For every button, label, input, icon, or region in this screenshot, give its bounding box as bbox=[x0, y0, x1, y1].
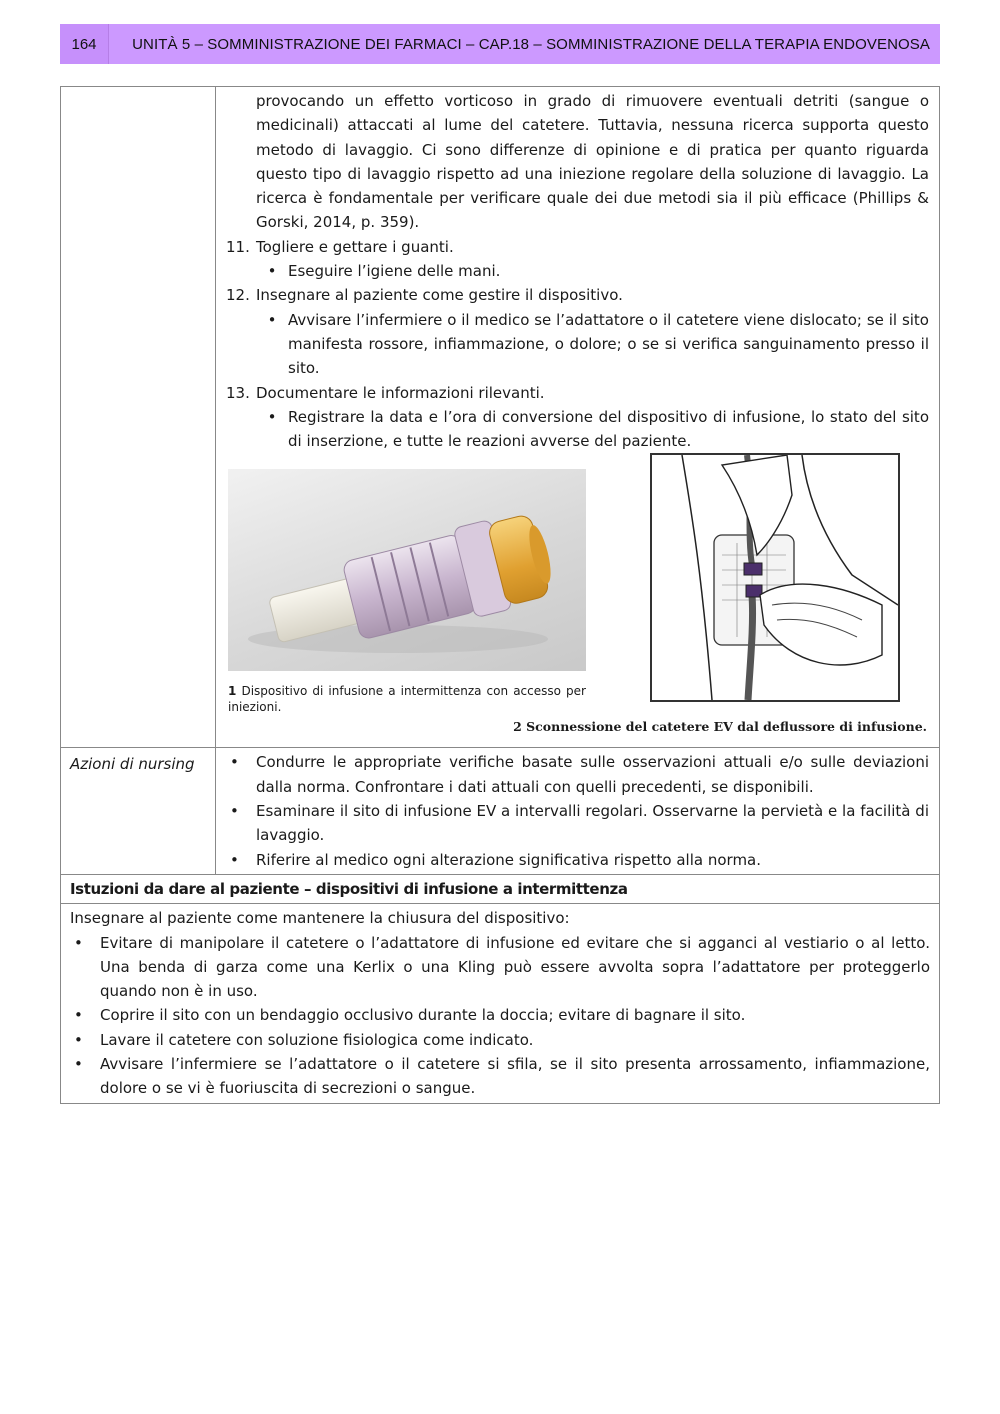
step-text: Documentare le informazioni rilevanti. bbox=[256, 383, 545, 402]
instruction-bullet: • Avvisare l’infermiere se l’adattatore o il catetere si sfila, se il sito presenta arrossamento, infiammazione, dolore o se vi è fuoriuscita di secrezioni o sangue. bbox=[70, 1052, 930, 1101]
bullet-icon: • bbox=[230, 850, 239, 869]
bullet-icon: • bbox=[74, 1055, 83, 1074]
bullet-icon: • bbox=[267, 310, 277, 329]
chapter-title: UNITÀ 5 – SOMMINISTRAZIONE DEI FARMACI – CAP.18 – SOMMINISTRAZIONE DELLA TERAPIA ENDOVENOSA bbox=[132, 35, 930, 53]
step-11 bbox=[226, 235, 929, 259]
instruction-bullet: • Coprire il sito con un bendaggio occlusivo durante la doccia; evitare di bagnare il sito. bbox=[70, 1003, 930, 1027]
intermittent-infusion-device-photo bbox=[228, 469, 586, 671]
continuation-text: provocando un effetto vorticoso in grado di rimuovere eventuali detriti (sangue o medicinali) attaccati al lume del catetere. Tuttavia, nessuna ricerca supporta questo metodo di lavaggio. Ci sono differenze di opinione e di pratica per quanto riguarda questo tipo di lavaggio rispetto ad una iniezione regolare della soluzione di lavaggio. La ricerca è fondamentale per verificare quale dei due metodi sia il più efficace (Phillips & Gorski, 2014, p. 359). bbox=[256, 92, 929, 232]
figure-2-caption: 2 Sconnessione del catetere EV dal deflussore di infusione. bbox=[513, 719, 927, 735]
bullet-icon: • bbox=[230, 753, 239, 772]
instructions-row bbox=[61, 904, 939, 1102]
instructions-content bbox=[61, 904, 939, 1102]
instruction-bullet: • Lavare il catetere con soluzione fisiologica come indicato. bbox=[70, 1028, 930, 1052]
procedure-table bbox=[60, 86, 940, 1104]
step-12-bullet: • Avvisare l’infermiere o il medico se l’adattatore o il catetere viene dislocato; se il sito manifesta rossore, infiammazione, o dolore; o se si verifica sanguinamento presso il sito. bbox=[226, 308, 929, 381]
step-number: 13. bbox=[226, 383, 250, 402]
procedure-row bbox=[61, 87, 939, 748]
procedure-label-cell bbox=[61, 87, 216, 747]
instructions-heading: Istuzioni da dare al paziente – dispositivi di infusione a intermittenza bbox=[70, 879, 628, 898]
nursing-bullet: • Condurre le appropriate verifiche basate sulle osservazioni attuali e/o sulle deviazioni dalla norma. Confrontare i dati attuali con quelli precedenti, se disponibili. bbox=[226, 750, 929, 799]
figure-1-caption: 1 Dispositivo di infusione a intermittenza con accesso per iniezioni. bbox=[228, 684, 586, 715]
bullet-icon: • bbox=[74, 1030, 83, 1049]
instructions-heading-row bbox=[61, 875, 939, 904]
bullet-icon: • bbox=[230, 802, 239, 821]
step-number: 12. bbox=[226, 286, 250, 305]
catheter-disconnection-drawing bbox=[650, 453, 900, 702]
infusion-device-illustration bbox=[228, 469, 586, 671]
nursing-bullet: • Riferire al medico ogni alterazione significativa rispetto alla norma. bbox=[226, 848, 929, 872]
instructions-intro: Insegnare al paziente come mantenere la chiusura del dispositivo: bbox=[70, 909, 570, 928]
step-text: Togliere e gettare i guanti. bbox=[256, 237, 454, 256]
nursing-row bbox=[61, 748, 939, 874]
bullet-icon: • bbox=[74, 1006, 83, 1025]
hands-catheter-illustration bbox=[652, 455, 898, 700]
nursing-content bbox=[216, 748, 939, 873]
bullet-icon: • bbox=[74, 933, 83, 952]
step-text: Insegnare al paziente come gestire il dispositivo. bbox=[256, 286, 623, 305]
procedure-content-cell bbox=[216, 87, 939, 747]
instruction-bullet: • Evitare di manipolare il catetere o l’adattatore di infusione ed evitare che si agganci al vestiario o al letto. Una benda di garza come una Kerlix o una Kling può essere avvolta sopra l’adattatore per proteggerlo quando non è in uso. bbox=[70, 931, 930, 1004]
step-11-bullet: • Eseguire l’igiene delle mani. bbox=[226, 259, 929, 283]
bullet-icon: • bbox=[267, 262, 277, 281]
step-number: 11. bbox=[226, 237, 250, 256]
nursing-label: Azioni di nursing bbox=[61, 748, 216, 873]
figures bbox=[226, 453, 929, 745]
page-header bbox=[60, 24, 940, 64]
step-12 bbox=[226, 283, 929, 307]
nursing-bullet: • Esaminare il sito di infusione EV a intervalli regolari. Osservarne la pervietà e la facilità di lavaggio. bbox=[226, 799, 929, 848]
step-13 bbox=[226, 381, 929, 405]
page-number: 164 bbox=[60, 24, 109, 64]
step-13-bullet: • Registrare la data e l’ora di conversione del dispositivo di infusione, lo stato del sito di inserzione, e tutte le reazioni avverse del paziente. bbox=[226, 405, 929, 454]
bullet-icon: • bbox=[267, 407, 277, 426]
